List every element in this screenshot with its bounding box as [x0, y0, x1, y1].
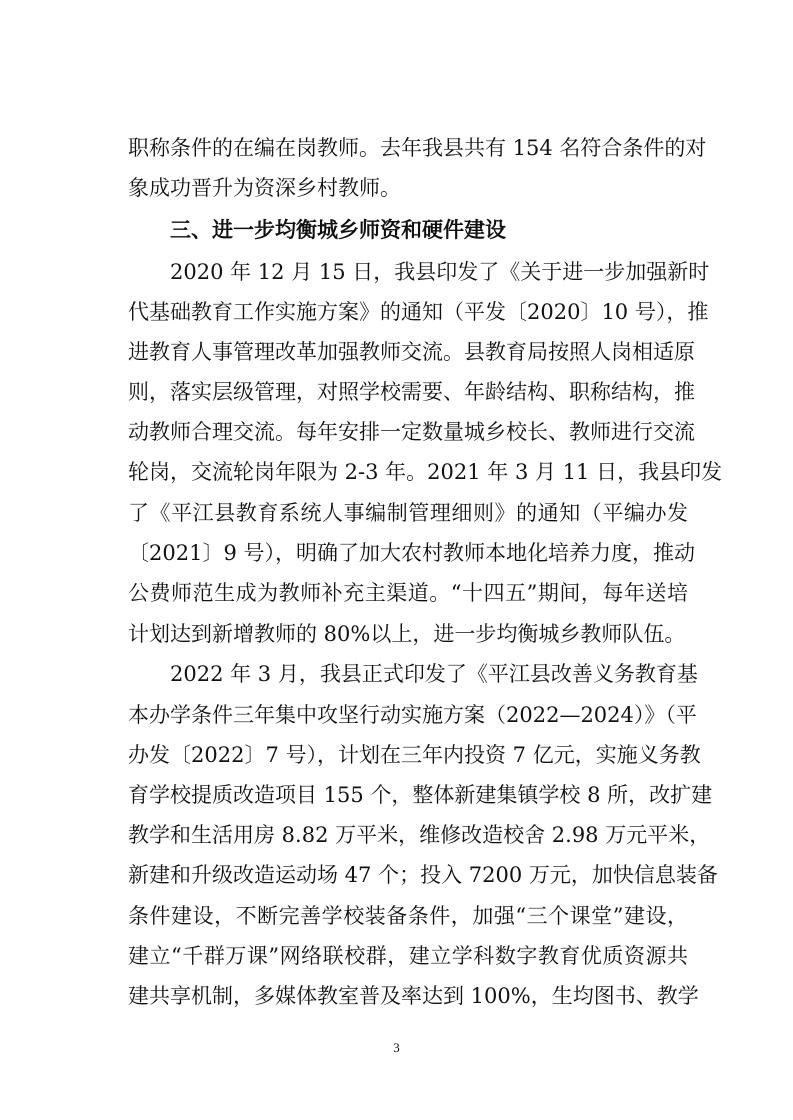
- body-text-line: 轮岗，交流轮岗年限为 2-3 年。2021 年 3 月 11 日，我县印发: [128, 460, 723, 484]
- body-text-line: 办发〔2022〕7 号），计划在三年内投资 7 亿元，实施义务教: [128, 743, 701, 767]
- body-text-line: 进教育人事管理改革加强教师交流。县教育局按照人岗相适原: [128, 340, 695, 364]
- body-text-line: 2022 年 3 月，我县正式印发了《平江县改善义务教育基: [170, 662, 698, 686]
- body-text-line: 职称条件的在编在岗教师。去年我县共有 154 名符合条件的对: [128, 136, 707, 160]
- body-text-line: 本办学条件三年集中攻坚行动实施方案（2022—2024）》（平: [128, 703, 697, 727]
- body-text-line: 条件建设，不断完善学校装备条件，加强“三个课堂”建设，: [128, 904, 688, 928]
- page-number: 3: [393, 1040, 400, 1055]
- body-text-line: 公费师范生成为教师补充主渠道。“十四五”期间，每年送培: [128, 581, 688, 605]
- body-text-line: 象成功晋升为资深乡村教师。: [128, 176, 401, 200]
- section-heading: 三、进一步均衡城乡师资和硬件建设: [170, 218, 506, 242]
- body-text-line: 〔2021〕9 号），明确了加大农村教师本地化培养力度，推动: [128, 541, 695, 565]
- body-text-line: 新建和升级改造运动场 47 个；投入 7200 万元，加快信息装备: [128, 863, 718, 887]
- body-text-line: 教学和生活用房 8.82 万平米，维修改造校舍 2.98 万元平米，: [128, 823, 711, 847]
- body-text-line: 育学校提质改造项目 155 个，整体新建集镇学校 8 所，改扩建: [128, 783, 713, 807]
- body-text-line: 建立“千群万课”网络联校群，建立学科数字教育优质资源共: [128, 944, 688, 968]
- body-text-line: 则，落实层级管理，对照学校需要、年龄结构、职称结构，推: [128, 380, 695, 404]
- body-text-line: 动教师合理交流。每年安排一定数量城乡校长、教师进行交流: [128, 420, 695, 444]
- body-text-line: 代基础教育工作实施方案》的通知（平发〔2020〕10 号），推: [128, 300, 709, 324]
- body-text-line: 建共享机制，多媒体教室普及率达到 100%，生均图书、教学: [128, 984, 699, 1008]
- body-text-line: 2020 年 12 月 15 日，我县印发了《关于进一步加强新时: [170, 260, 710, 284]
- body-text-line: 了《平江县教育系统人事编制管理细则》的通知（平编办发: [128, 501, 688, 525]
- body-text-line: 计划达到新增教师的 80%以上，进一步均衡城乡教师队伍。: [128, 622, 686, 646]
